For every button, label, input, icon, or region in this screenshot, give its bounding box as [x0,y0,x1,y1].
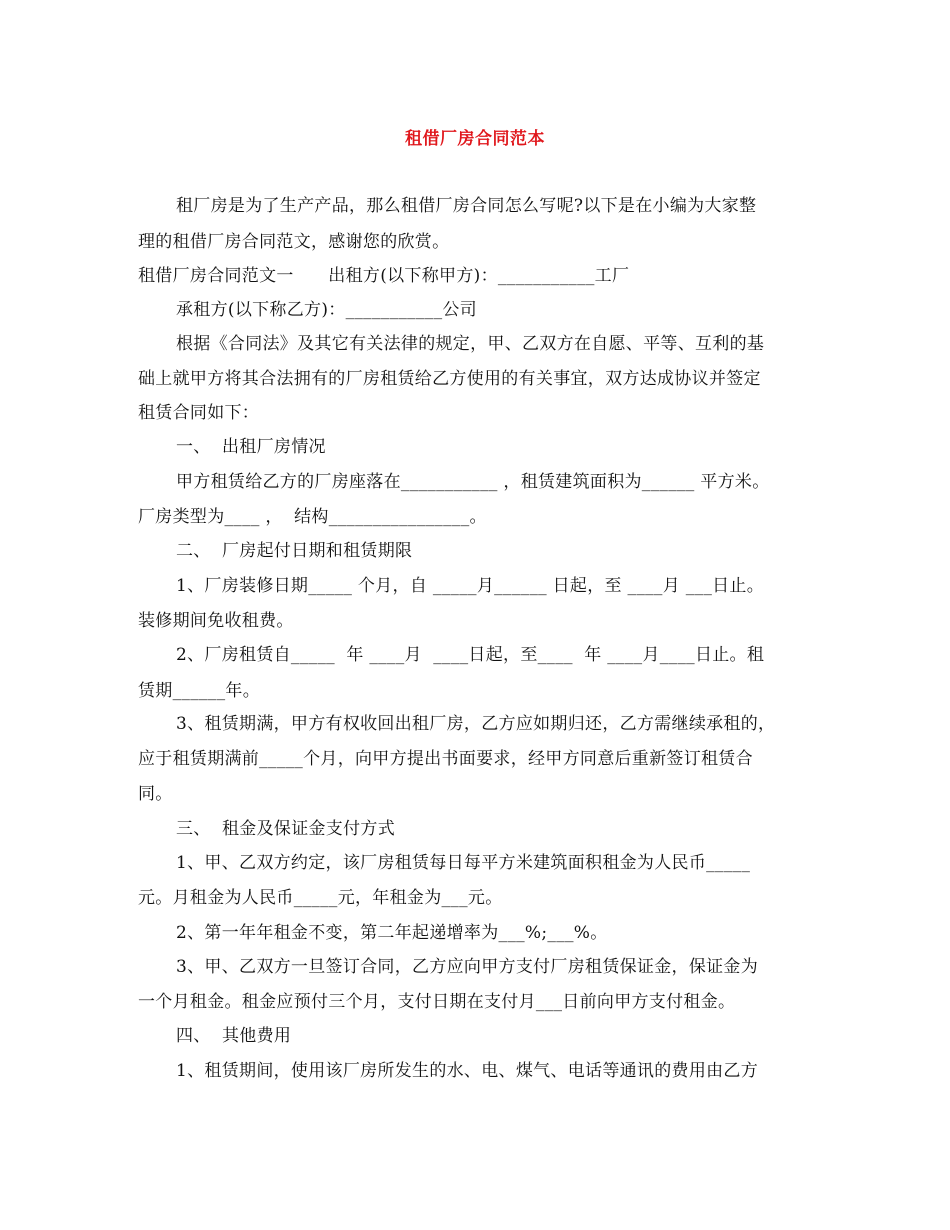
paragraph-line: 1、厂房装修日期_____ 个月，自 _____月______ 日起，至 ____月 ___日止。 [176,576,765,596]
paragraph-line: 租赁合同如下： [138,403,260,423]
paragraph-line: 3、甲、乙双方一旦签订合同，乙方应向甲方支付厂房租赁保证金，保证金为 [176,957,759,977]
paragraph-line: 2、第一年年租金不变，第二年起递增率为___%;___%。 [176,923,608,943]
section-heading: 四、 其他费用 [176,1026,292,1046]
paragraph-line: 租厂房是为了生产产品，那么租借厂房合同怎么写呢?以下是在小编为大家整 [176,196,757,216]
section-heading: 二、 厂房起付日期和租赁期限 [176,541,413,561]
paragraph-line: 应于租赁期满前_____个月，向甲方提出书面要求，经甲方同意后重新签订租赁合 [138,749,753,769]
paragraph-line: 一个月租金。租金应预付三个月，支付日期在支付月___日前向甲方支付租金。 [138,992,736,1012]
paragraph-line: 租借厂房合同范文一 出租方(以下称甲方)：___________工厂 [138,266,630,286]
paragraph-line: 根据《合同法》及其它有关法律的规定，甲、乙双方在自愿、平等、互利的基 [176,334,765,354]
paragraph-line: 1、甲、乙双方约定，该厂房租赁每日每平方米建筑面积租金为人民币_____ [176,853,751,873]
paragraph-line: 赁期______年。 [138,681,260,701]
paragraph-line: 元。月租金为人民币_____元，年租金为___元。 [138,888,503,908]
paragraph-line: 2、厂房租赁自_____ 年 ____月 ____日起，至____ 年 ____月____日止。租 [176,645,765,665]
paragraph-line: 同。 [138,784,173,804]
paragraph-line: 础上就甲方将其合法拥有的厂房租赁给乙方使用的有关事宜，双方达成协议并签定 [138,369,761,389]
paragraph-line: 装修期间免收租费。 [138,611,294,631]
paragraph-line: 承租方(以下称乙方)：___________公司 [176,300,477,320]
paragraph-line: 3、租赁期满，甲方有权收回出租厂房，乙方应如期归还，乙方需继续承租的， [176,714,776,734]
paragraph-line: 理的租借厂房合同范文，感谢您的欣赏。 [138,232,450,252]
section-heading: 一、 出租厂房情况 [176,437,326,457]
paragraph-line: 甲方租赁给乙方的厂房座落在___________ ，租赁建筑面积为______ 平方米。 [176,472,770,492]
paragraph-line: 厂房类型为____ ， 结构________________。 [138,507,487,527]
document-title: 租借厂房合同范本 [405,129,545,149]
paragraph-line: 1、租赁期间，使用该厂房所发生的水、电、煤气、电话等通讯的费用由乙方 [176,1061,759,1081]
section-heading: 三、 租金及保证金支付方式 [176,819,396,839]
